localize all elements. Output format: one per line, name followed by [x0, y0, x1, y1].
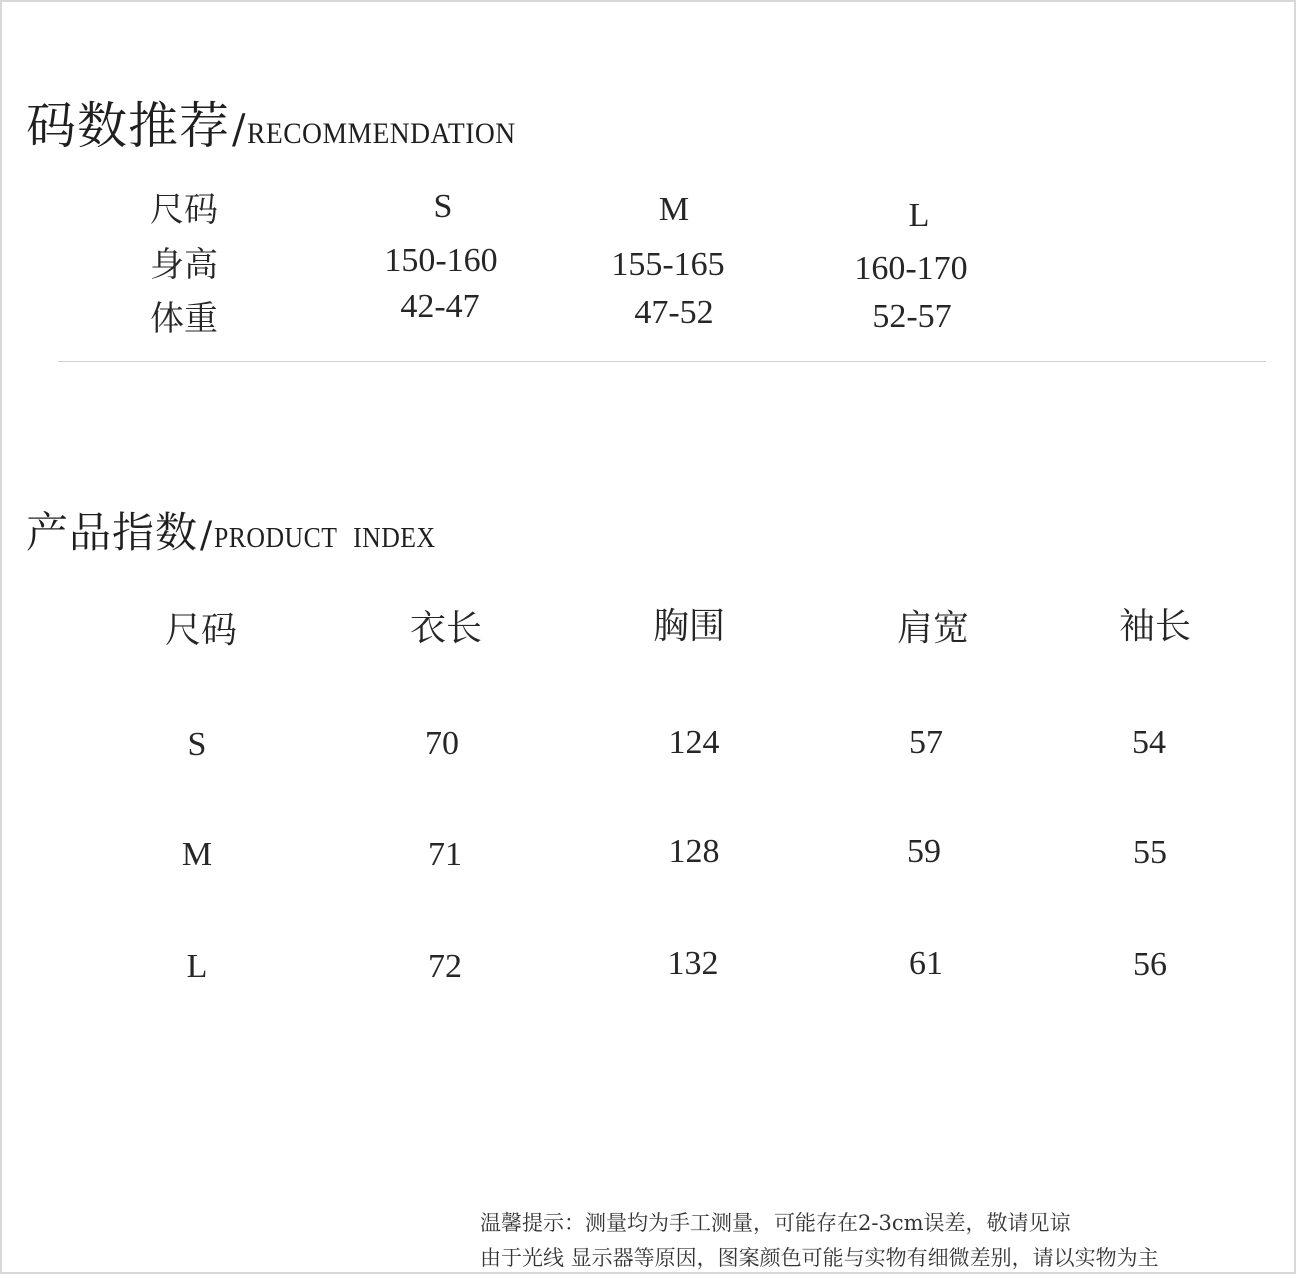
recommendation-heading	[26, 86, 539, 158]
size-l: L	[908, 197, 930, 234]
height-l: 160-170	[854, 250, 968, 287]
product-index-title-en: PRODUCT INDEX	[214, 523, 436, 554]
height-m: 155-165	[611, 246, 725, 283]
height-s: 150-160	[384, 242, 498, 279]
product-index-title-cn: 产品指数	[26, 508, 199, 557]
note-line-measurement: 温馨提示：测量均为手工测量，可能存在2-3cm误差，敬请见谅	[480, 1211, 1071, 1235]
row-label-height: 身高	[150, 245, 218, 285]
recommendation-title-cn: 码数推荐	[26, 97, 230, 155]
row-s-chest: 124	[668, 724, 720, 761]
product-index-title-separator: /	[200, 515, 213, 556]
product-index-heading	[26, 500, 455, 560]
row-s-size: S	[187, 726, 207, 763]
row-m-length: 71	[428, 836, 462, 873]
row-m-shoulder: 59	[907, 833, 941, 870]
section-divider	[58, 361, 1266, 362]
weight-s: 42-47	[400, 288, 480, 325]
row-l-chest: 132	[667, 945, 719, 982]
header-size: 尺码	[164, 610, 238, 651]
row-l-shoulder: 61	[909, 945, 943, 982]
size-m: M	[658, 191, 690, 228]
row-s-shoulder: 57	[909, 724, 943, 761]
row-m-sleeve: 55	[1133, 834, 1167, 871]
header-sleeve: 袖长	[1118, 606, 1192, 647]
recommendation-title-en: RECOMMENDATION	[247, 117, 517, 150]
header-chest: 胸围	[652, 606, 726, 647]
note-line-color: 由于光线 显示器等原因，图案颜色可能与实物有细微差别，请以实物为主	[480, 1246, 1159, 1270]
row-s-sleeve: 54	[1132, 724, 1166, 761]
size-s: S	[433, 188, 453, 225]
row-label-weight: 体重	[150, 299, 218, 339]
weight-l: 52-57	[872, 298, 952, 335]
recommendation-title-separator: /	[232, 107, 246, 153]
weight-m: 47-52	[634, 294, 714, 331]
row-l-sleeve: 56	[1133, 946, 1167, 983]
header-shoulder: 肩宽	[896, 608, 970, 649]
row-m-chest: 128	[668, 833, 720, 870]
row-m-size: M	[181, 836, 213, 873]
header-length: 衣长	[409, 608, 483, 649]
row-s-length: 70	[425, 725, 459, 762]
row-label-size: 尺码	[150, 190, 218, 230]
row-l-size: L	[186, 948, 208, 985]
row-l-length: 72	[428, 948, 462, 985]
